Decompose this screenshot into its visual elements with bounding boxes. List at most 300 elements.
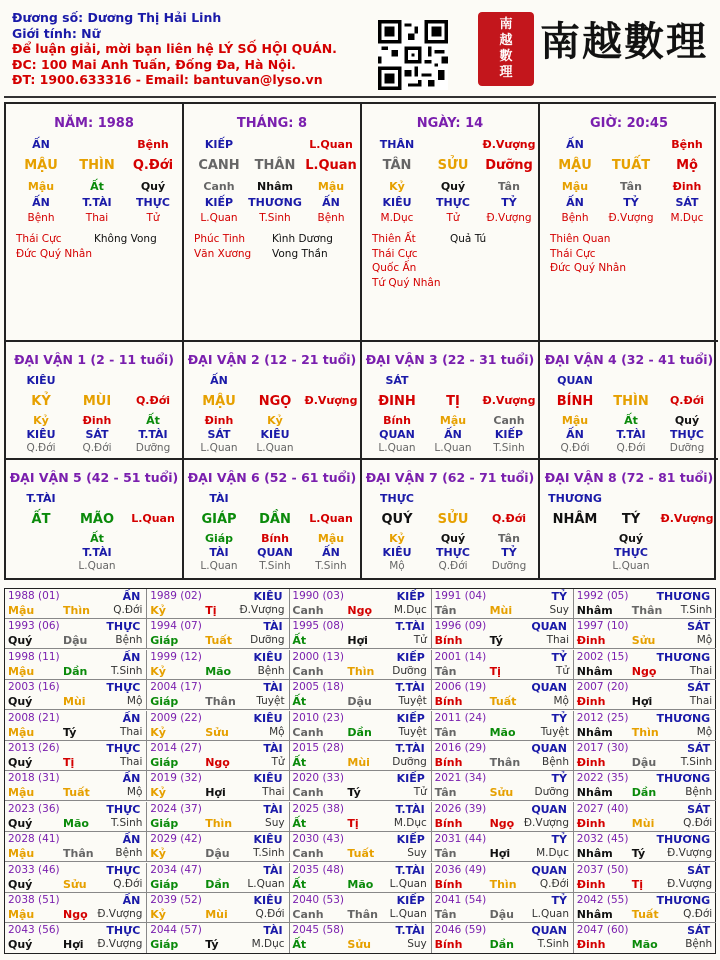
- dai-van-hidden-god: THỰC: [436, 546, 470, 559]
- year-god: KIẾP: [396, 711, 425, 725]
- year-cell: [289, 711, 431, 741]
- year-label: 2005 (18): [292, 681, 345, 694]
- pillar-value: M.Dục: [670, 212, 704, 224]
- dai-van-state: Q.Đới: [560, 442, 590, 454]
- year-phase: Đ.Vượng: [667, 877, 713, 890]
- year-label: 2011 (24): [434, 711, 487, 724]
- year-cell: [147, 711, 289, 741]
- pillar-value: TUẤT: [611, 158, 651, 173]
- pillar-value: CANH: [198, 158, 240, 173]
- year-phase: Suy: [407, 847, 427, 860]
- year-cell: [289, 741, 431, 771]
- pillar-value: L.Quan: [305, 158, 357, 173]
- dai-van-hidden-row: [540, 532, 716, 546]
- year-stem: Nhâm: [576, 725, 613, 739]
- dai-van-hidden-god: QUAN: [257, 546, 293, 559]
- year-god: TỶ: [551, 590, 567, 603]
- red-seal-logo: 南 越 數 理: [478, 12, 534, 86]
- dai-van-god: QUAN: [557, 374, 593, 387]
- year-cell: [289, 589, 431, 619]
- year-stem: Bính: [434, 877, 463, 891]
- note-left: Tứ Quý Nhân: [372, 276, 441, 289]
- year-cell: [5, 589, 147, 619]
- pillar-value: Bệnh: [671, 138, 703, 151]
- dai-van-stem: MẬU: [202, 394, 236, 409]
- year-cell: [147, 741, 289, 771]
- year-branch: Hợi: [63, 938, 84, 952]
- year-label: 1998 (11): [8, 650, 60, 663]
- year-god: ẤN: [122, 894, 141, 907]
- year-cell: [289, 893, 431, 923]
- pillar-value: Đ.Vượng: [608, 212, 654, 224]
- year-cell: [432, 832, 574, 862]
- year-phase: Bệnh: [115, 634, 143, 647]
- dai-van-stem: ĐINH: [378, 394, 416, 409]
- year-phase: Bệnh: [257, 664, 285, 677]
- year-god: TỶ: [551, 711, 567, 725]
- pillar-value: Bệnh: [137, 138, 169, 151]
- dai-van-hidden: Ất: [90, 532, 104, 545]
- dai-van-title: ĐẠI VẬN 8 (72 - 81 tuổi): [544, 470, 714, 485]
- gender: Giới tính: Nữ: [12, 25, 101, 41]
- dai-van-stem: NHÂM: [552, 512, 598, 527]
- year-cell: [432, 711, 574, 741]
- year-god: QUAN: [531, 863, 567, 877]
- year-label: 2014 (27): [150, 742, 202, 754]
- year-label: 1999 (12): [150, 650, 202, 663]
- year-cell: [5, 923, 147, 953]
- year-phase: Đ.Vượng: [667, 847, 713, 860]
- year-label: 2029 (42): [150, 833, 202, 846]
- pillar-value: Mậu: [561, 180, 589, 193]
- year-stem: Giáp: [150, 877, 179, 891]
- pillar-value: THỰC: [136, 196, 170, 209]
- dai-van-hidden-god: QUAN: [379, 428, 415, 441]
- year-phase: Dưỡng: [392, 664, 427, 677]
- year-phase: Dưỡng: [534, 786, 569, 799]
- dai-van-hidden: Giáp: [204, 532, 234, 545]
- pillar-value: Nhâm: [257, 180, 293, 193]
- dai-van-hidden: Đinh: [204, 414, 234, 427]
- year-label: 1992 (05): [576, 590, 629, 602]
- year-phase: M.Dục: [393, 816, 427, 829]
- dai-van-hidden: Mậu: [317, 532, 345, 545]
- pillar-row: [6, 212, 182, 226]
- year-stem: Ất: [292, 938, 307, 952]
- pillar-value: Đ.Vượng: [486, 212, 532, 224]
- year-cell: [289, 863, 431, 893]
- dai-van-hidden-god: ẤN: [566, 428, 584, 441]
- year-branch: Tuất: [631, 908, 659, 921]
- pillar-row: [362, 138, 538, 152]
- dai-van-hidden-row: [540, 414, 716, 428]
- year-stem: Canh: [292, 847, 324, 861]
- year-stem: Giáp: [150, 756, 179, 769]
- year-label: 2004 (17): [150, 681, 202, 694]
- year-label: 2016 (29): [434, 742, 487, 754]
- year-branch: Tị: [205, 604, 217, 617]
- year-god: KIÊU: [253, 711, 283, 725]
- year-branch: Ngọ: [205, 756, 230, 769]
- year-god: QUAN: [531, 924, 567, 938]
- year-phase: Mộ: [696, 725, 713, 738]
- pillar-row: [362, 158, 538, 172]
- year-god: T.TÀI: [395, 863, 425, 877]
- dai-van-gods-row: [6, 428, 182, 442]
- year-god: TỶ: [551, 833, 567, 847]
- year-label: 1996 (09): [434, 620, 487, 633]
- year-label: 2046 (59): [434, 924, 487, 937]
- pillar-value: TÂN: [382, 158, 412, 173]
- year-stem: Mậu: [8, 786, 35, 800]
- year-phase: Thai: [262, 786, 285, 799]
- dai-van-hidden-god: KIÊU: [382, 546, 412, 559]
- year-god: THƯƠNG: [656, 833, 711, 847]
- header-divider: [4, 96, 716, 98]
- year-branch: Mùi: [631, 816, 655, 830]
- dai-van-pillar-row: [540, 512, 716, 526]
- dai-van-branch: DẦN: [259, 512, 291, 527]
- pillar-row: [540, 138, 716, 152]
- year-phase: M.Dục: [393, 604, 427, 616]
- dai-van-pillar-row: [6, 512, 182, 526]
- dai-van-phase: Q.Đới: [135, 394, 171, 407]
- pillar-value: ẤN: [322, 196, 340, 209]
- year-label: 2040 (53): [292, 894, 345, 906]
- dai-van-branch: SỬU: [437, 512, 469, 527]
- dai-van-state: T.Sinh: [493, 442, 525, 454]
- year-label: 2030 (43): [292, 833, 345, 846]
- dai-van-hidden: Mậu: [561, 414, 589, 427]
- year-god: QUAN: [531, 620, 567, 634]
- dai-van-hidden-row: [362, 414, 538, 428]
- year-cell: [147, 589, 289, 619]
- pillar-cell: [6, 104, 184, 342]
- year-cell: [432, 863, 574, 893]
- year-stem: Tân: [434, 786, 457, 800]
- dai-van-state: Q.Đới: [616, 442, 646, 454]
- pillar-row: [184, 158, 360, 172]
- dai-van-cell: [6, 460, 184, 578]
- year-phase: Q.Đới: [683, 908, 713, 920]
- year-god: SÁT: [687, 924, 711, 938]
- pillar-value: Q.Đới: [132, 158, 174, 173]
- year-cell: [574, 741, 716, 771]
- dai-van-hidden: Kỷ: [389, 532, 405, 545]
- dai-van-hidden-god: THỰC: [614, 546, 648, 559]
- year-label: 2044 (57): [150, 924, 202, 937]
- pillar-value: KIẾP: [204, 196, 234, 209]
- year-branch: Dần: [347, 725, 372, 739]
- year-phase: Thai: [689, 664, 713, 677]
- year-phase: Tử: [271, 756, 285, 768]
- year-label: 1991 (04): [434, 590, 487, 602]
- pillar-row: [184, 138, 360, 152]
- dai-van-hidden: Quý: [440, 532, 466, 545]
- dai-van-title: ĐẠI VẬN 2 (12 - 21 tuổi): [187, 352, 357, 367]
- year-branch: Dần: [63, 664, 88, 678]
- dai-van-title: ĐẠI VẬN 1 (2 - 11 tuổi): [14, 352, 174, 367]
- pillar-row: [362, 196, 538, 210]
- pillar-value: THỰC: [436, 196, 470, 209]
- dai-van-pillar-row: [362, 512, 538, 526]
- year-branch: Hợi: [489, 847, 511, 861]
- year-stem: Ất: [292, 816, 307, 830]
- dai-van-gods-row: [184, 546, 360, 560]
- year-label: 2035 (48): [292, 863, 345, 876]
- dai-van-gods-row: [540, 428, 716, 442]
- year-label: 2023 (36): [8, 802, 60, 815]
- dai-van-branch: THÌN: [613, 394, 649, 409]
- dai-van-gods-row: [362, 546, 538, 560]
- year-god: T.TÀI: [395, 742, 425, 755]
- year-stem: Ất: [292, 634, 307, 648]
- year-stem: Giáp: [150, 816, 179, 830]
- year-cell: [147, 650, 289, 680]
- chart-header: [12, 10, 372, 88]
- year-stem: Mậu: [8, 664, 35, 678]
- dai-van-god: T.TÀI: [26, 492, 56, 505]
- year-phase: T.Sinh: [537, 938, 569, 951]
- dai-van-hidden-god: TÀI: [209, 546, 229, 559]
- year-stem: Mậu: [8, 847, 35, 861]
- dai-van-hidden-god: T.TÀI: [82, 546, 112, 559]
- year-cell: [574, 863, 716, 893]
- pillar-value: Mộ: [676, 158, 698, 173]
- year-stem: Quý: [8, 816, 33, 830]
- year-phase: Mộ: [126, 786, 143, 799]
- pillar-value: TỶ: [623, 196, 639, 209]
- pillar-value: ẤN: [32, 138, 50, 151]
- year-phase: Q.Đới: [255, 908, 285, 920]
- dai-van-phase: L.Quan: [131, 512, 175, 525]
- dai-van-stem: ẤT: [31, 512, 51, 527]
- year-stem: Nhâm: [576, 786, 613, 800]
- year-label: 2003 (16): [8, 681, 60, 694]
- year-stem: Tân: [434, 664, 457, 678]
- pillar-value: Tân: [498, 180, 520, 193]
- year-god: THƯƠNG: [656, 894, 711, 907]
- year-stem: Tân: [434, 908, 457, 921]
- year-phase: M.Dục: [251, 938, 285, 951]
- year-branch: Dần: [205, 877, 230, 891]
- year-phase: Bệnh: [542, 756, 569, 768]
- year-branch: Tị: [347, 816, 359, 830]
- pillar-value: Dưỡng: [485, 158, 533, 173]
- dai-van-hidden-row: [6, 414, 182, 428]
- year-phase: Mộ: [553, 695, 569, 708]
- dai-van-state: Dưỡng: [135, 442, 171, 454]
- year-phase: Thai: [119, 756, 143, 768]
- dai-van-branch: NGỌ: [258, 394, 292, 409]
- year-label: 2012 (25): [576, 711, 629, 724]
- year-branch: Mùi: [347, 756, 370, 769]
- year-branch: Tị: [631, 877, 644, 891]
- dai-van-god-row: [6, 492, 182, 506]
- year-god: T.TÀI: [395, 681, 425, 695]
- year-label: 2033 (46): [8, 863, 60, 876]
- note-left: Đức Quý Nhân: [550, 262, 626, 274]
- address: ĐC: 100 Mai Anh Tuấn, Đống Đa, Hà Nội.: [12, 56, 296, 72]
- dai-van-state: L.Quan: [78, 560, 116, 572]
- dai-van-hidden: Đinh: [82, 414, 112, 427]
- year-cell: [147, 893, 289, 923]
- pillar-row: [6, 138, 182, 152]
- year-god: KIÊU: [253, 650, 283, 664]
- year-god: KIÊU: [253, 772, 283, 786]
- year-label: 2037 (50): [576, 863, 629, 876]
- year-phase: Đ.Vượng: [239, 604, 285, 616]
- year-branch: Thân: [347, 908, 378, 921]
- year-god: THỰC: [106, 924, 141, 938]
- year-branch: Hợi: [631, 695, 653, 709]
- year-god: THỰC: [106, 863, 141, 877]
- year-branch: Ngọ: [63, 908, 88, 921]
- year-god: KIÊU: [253, 894, 283, 907]
- pillar-row: [362, 180, 538, 194]
- dai-van-gods-row: [362, 428, 538, 442]
- year-label: 2008 (21): [8, 711, 60, 724]
- year-branch: Mão: [489, 725, 516, 739]
- note-left: Đức Quý Nhân: [16, 247, 92, 260]
- year-stem: Đinh: [576, 695, 606, 709]
- pillar-value: MẬU: [558, 158, 592, 173]
- year-cell: [432, 650, 574, 680]
- year-phase: Bệnh: [685, 938, 713, 951]
- year-label: 1988 (01): [8, 590, 60, 602]
- pillar-value: Đinh: [672, 180, 702, 193]
- year-phase: Tuyệt: [540, 725, 569, 738]
- dai-van-state: L.Quan: [200, 560, 238, 572]
- dai-van-cell: [184, 342, 362, 460]
- year-stem: Quý: [8, 877, 33, 891]
- year-branch: Mão: [631, 938, 658, 952]
- pillar-row: [540, 158, 716, 172]
- pillar-value: Mậu: [317, 180, 345, 193]
- year-branch: Dậu: [489, 908, 514, 921]
- year-god: TÀI: [263, 742, 283, 755]
- dai-van-state: Q.Đới: [438, 560, 468, 572]
- year-branch: Thìn: [63, 604, 90, 617]
- brand-calligraphy-logo: 南越數理: [540, 18, 708, 65]
- year-branch: Tý: [63, 725, 77, 739]
- dai-van-branch: TÝ: [621, 512, 641, 527]
- pillar-title: GIỜ: 20:45: [590, 116, 668, 131]
- year-stem: Ất: [292, 877, 307, 891]
- dai-van-state: L.Quan: [378, 442, 416, 454]
- year-branch: Sửu: [347, 938, 371, 952]
- year-stem: Kỷ: [150, 786, 166, 800]
- year-branch: Thân: [63, 847, 94, 861]
- year-label: 1989 (02): [150, 590, 202, 602]
- year-branch: Tuất: [489, 695, 517, 709]
- dai-van-hidden: Quý: [618, 532, 644, 545]
- year-god: SÁT: [687, 681, 711, 695]
- dai-van-branch: MÙI: [82, 394, 112, 409]
- year-cell: [5, 863, 147, 893]
- pillar-row: [6, 180, 182, 194]
- year-cell: [432, 589, 574, 619]
- year-phase: T.Sinh: [680, 756, 713, 768]
- pillar-row: [362, 212, 538, 226]
- year-god: QUAN: [531, 681, 567, 695]
- year-label: 2007 (20): [576, 681, 629, 694]
- year-label: 2027 (40): [576, 802, 629, 815]
- year-label: 2018 (31): [8, 772, 60, 785]
- year-label: 2019 (32): [150, 772, 202, 785]
- year-stem: Tân: [434, 604, 457, 617]
- year-god: T.TÀI: [395, 924, 425, 938]
- year-cell: [147, 771, 289, 801]
- dai-van-hidden: Kỷ: [33, 414, 49, 427]
- year-branch: Tị: [489, 664, 501, 678]
- year-label: 1994 (07): [150, 620, 202, 633]
- pillar-value: Bệnh: [561, 212, 589, 224]
- pillar-cell: [540, 104, 718, 342]
- pillar-value: Tử: [446, 212, 460, 224]
- dai-van-state: Q.Đới: [26, 442, 56, 454]
- year-god: SÁT: [687, 802, 711, 816]
- pillar-value: L.Quan: [200, 212, 238, 224]
- year-branch: Dậu: [631, 756, 657, 769]
- dai-van-god-row: [184, 492, 360, 506]
- dai-van-pillar-row: [362, 394, 538, 408]
- year-cell: [432, 741, 574, 771]
- year-label: 2041 (54): [434, 894, 487, 906]
- year-phase: Q.Đới: [539, 877, 569, 890]
- year-stem: Nhâm: [576, 664, 613, 678]
- year-phase: Suy: [549, 604, 569, 616]
- year-branch: Tý: [205, 938, 219, 952]
- dai-van-title: ĐẠI VẬN 5 (42 - 51 tuổi): [9, 470, 179, 485]
- year-stem: Canh: [292, 908, 324, 921]
- pillar-value: KIÊU: [382, 196, 412, 209]
- year-branch: Mùi: [205, 908, 228, 921]
- year-stem: Đinh: [576, 634, 606, 648]
- pillar-value: SÁT: [675, 196, 699, 209]
- year-label: 2034 (47): [150, 863, 202, 876]
- year-cell: [432, 680, 574, 710]
- pillar-value: M.Dục: [380, 212, 414, 224]
- year-stem: Bính: [434, 756, 463, 769]
- pillar-value: Bệnh: [27, 212, 55, 224]
- note-left: Thiên Quan: [550, 233, 611, 245]
- year-cell: [574, 711, 716, 741]
- year-stem: Quý: [8, 756, 33, 769]
- year-label: 2022 (35): [576, 772, 629, 785]
- year-label: 2002 (15): [576, 650, 629, 663]
- year-label: 2006 (19): [434, 681, 487, 694]
- year-cell: [5, 802, 147, 832]
- year-label: 1995 (08): [292, 620, 345, 633]
- dai-van-state-row: [362, 442, 538, 456]
- year-god: QUAN: [531, 742, 567, 755]
- pillar-value: ẤN: [566, 138, 584, 151]
- year-god: SÁT: [687, 863, 711, 877]
- dai-van-state: Q.Đới: [82, 442, 112, 454]
- year-cell: [574, 893, 716, 923]
- pillar-value: T.TÀI: [82, 196, 112, 209]
- year-label: 2039 (52): [150, 894, 202, 906]
- pillar-value: TỶ: [501, 196, 517, 209]
- year-phase: L.Quan: [389, 908, 427, 920]
- year-god: ẤN: [122, 590, 141, 603]
- year-stem: Đinh: [576, 877, 606, 891]
- year-label: 2028 (41): [8, 833, 60, 846]
- dai-van-hidden: Canh: [493, 414, 525, 427]
- pillar-value: L.Quan: [309, 138, 353, 151]
- year-god: QUAN: [531, 802, 567, 816]
